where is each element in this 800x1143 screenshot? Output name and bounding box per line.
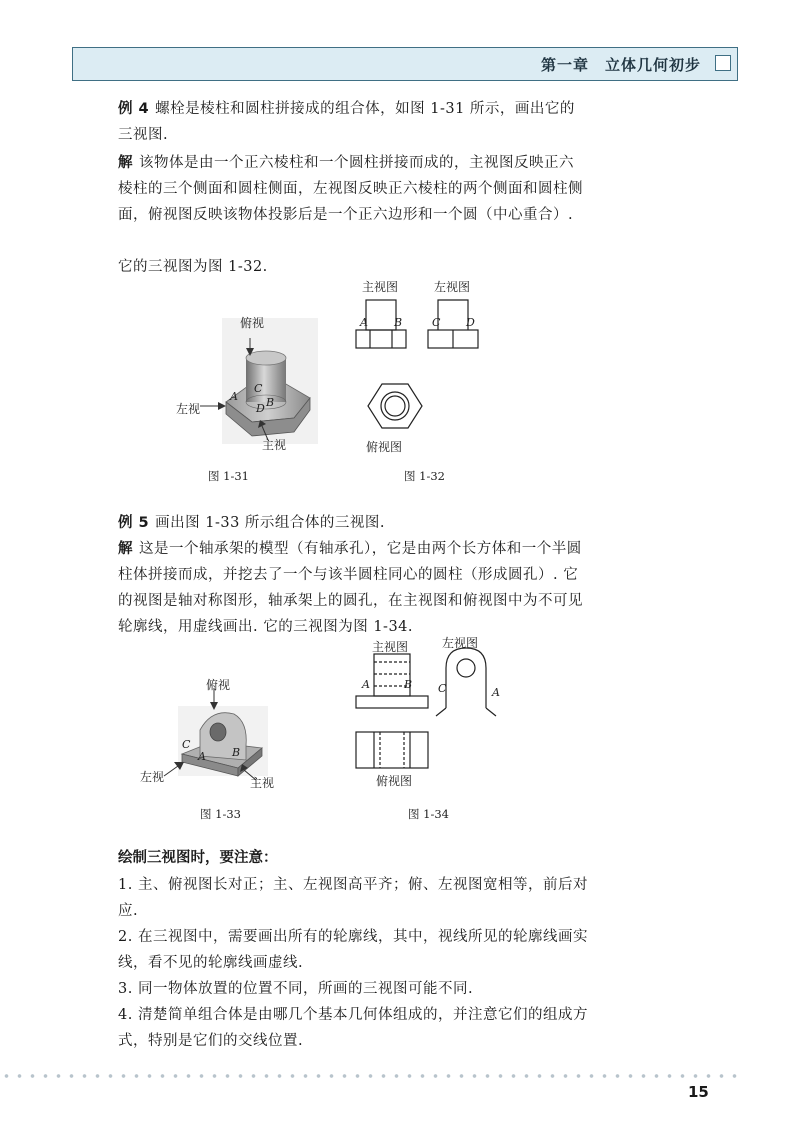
page-number: 15: [688, 1083, 709, 1101]
note-item-1: 1. 主、俯视图长对正；主、左视图高平齐；俯、左视图宽相等，前后对应.: [118, 877, 588, 919]
fig32-point-d: D: [466, 316, 475, 329]
fig31-point-d: D: [256, 402, 265, 415]
fig32-caption: 图 1-32: [404, 469, 445, 483]
fig31-top-view-label: 俯视: [240, 316, 265, 330]
example4-solution-text: 该物体是由一个正六棱柱和一个圆柱拼接而成的，主视图反映正六棱柱的三个侧面和圆柱侧面，左视图反映正六棱柱的两个侧面和圆柱侧面，俯视图反映该物体投影后是一个正六边形和一个圆（中心重合）.: [118, 155, 583, 223]
fig34-left-view-label: 左视图: [442, 636, 479, 650]
fig34-top-view-label: 俯视图: [376, 774, 413, 788]
note-item-2: 2. 在三视图中，需要画出所有的轮廓线，其中，视线所见的轮廓线画实线，看不见的轮廓线画虚线.: [118, 929, 588, 971]
figure-1-33: [140, 676, 280, 790]
note-item-3: 3. 同一物体放置的位置不同，所画的三视图可能不同.: [118, 981, 474, 997]
fig33-top-view-label: 俯视: [206, 678, 231, 692]
figure-1-34: [350, 636, 510, 800]
example4-conclusion-text: 它的三视图为图 1-32.: [118, 259, 268, 275]
footer-dot-rule: [0, 1073, 744, 1079]
bolt-three-views: [350, 278, 500, 458]
fig34-point-c: C: [438, 682, 447, 695]
fig32-point-a: A: [360, 316, 368, 329]
left-view-arrow-line: [164, 766, 178, 776]
fig31-point-a: A: [230, 390, 238, 403]
example4-statement: [118, 96, 588, 148]
example4-label: 例 4: [118, 101, 150, 117]
example4-conclusion: [118, 254, 588, 280]
chapter-header: [72, 47, 738, 81]
fig31-caption: 图 1-31: [208, 469, 249, 483]
fig33-point-c: C: [182, 738, 191, 751]
example4-solution-label: 解: [118, 155, 133, 171]
fig32-top-view-label: 俯视图: [366, 440, 403, 454]
notes-title: 绘制三视图时，要注意：: [118, 850, 278, 866]
example5-solution-text: 这是一个轴承架的模型（有轴承孔），它是由两个长方体和一个半圆柱体拼接而成，并挖去了一个与该半圆柱同心的圆柱（形成圆孔）. 它的视图是轴对称图形，轴承架上的圆孔，在主视图和俯视图中为不可见轮廓线，用虚线画出. 它的三视图为图 1-34.: [118, 541, 583, 635]
top-view-drawing: [368, 384, 422, 428]
fig31-left-view-label: 左视: [176, 402, 201, 416]
note-item-4: 4. 清楚简单组合体是由哪几个基本几何体组成的，并注意它们的组成方式，特别是它们的交线位置.: [118, 1007, 588, 1049]
fig31-point-c: C: [254, 382, 263, 395]
example4-text: 螺栓是棱柱和圆柱拼接成的组合体，如图 1-31 所示，画出它的三视图.: [118, 101, 575, 143]
fig34-point-b: B: [404, 678, 413, 691]
fig33-point-b: B: [232, 746, 241, 759]
fig33-front-view-label: 主视: [250, 776, 275, 790]
fig33-caption: 图 1-33: [200, 807, 241, 821]
fig32-point-c: C: [432, 316, 441, 329]
bearing-hole: [210, 723, 226, 741]
fig32-left-view-label: 左视图: [434, 280, 471, 294]
fig31-front-view-label: 主视: [262, 438, 287, 452]
figure-1-32: [350, 278, 500, 458]
fig34-point-a: A: [362, 678, 370, 691]
fig33-left-view-label: 左视: [140, 770, 165, 784]
fig34-front-view-label: 主视图: [372, 640, 409, 654]
fig32-front-view-label: 主视图: [362, 280, 399, 294]
cylinder-top: [246, 351, 286, 365]
fig34-point-a2: A: [492, 686, 500, 699]
example4-solution: [118, 150, 588, 228]
figure-1-31: [176, 310, 320, 460]
example5-statement: [118, 510, 588, 536]
example5-solution-label: 解: [118, 541, 133, 557]
top-view-drawing: [356, 732, 428, 768]
example5-label: 例 5: [118, 515, 150, 531]
fig31-point-b: B: [266, 396, 275, 409]
chapter-label: 第一章 立体几何初步: [540, 56, 701, 74]
fig34-caption: 图 1-34: [408, 807, 449, 821]
fig32-point-b: B: [394, 316, 403, 329]
bearing-three-views: [350, 640, 510, 800]
fig33-point-a: A: [198, 750, 206, 763]
example5-solution: [118, 536, 588, 640]
header-square-icon: [715, 55, 731, 71]
example5-text: 画出图 1-33 所示组合体的三视图.: [155, 515, 386, 531]
